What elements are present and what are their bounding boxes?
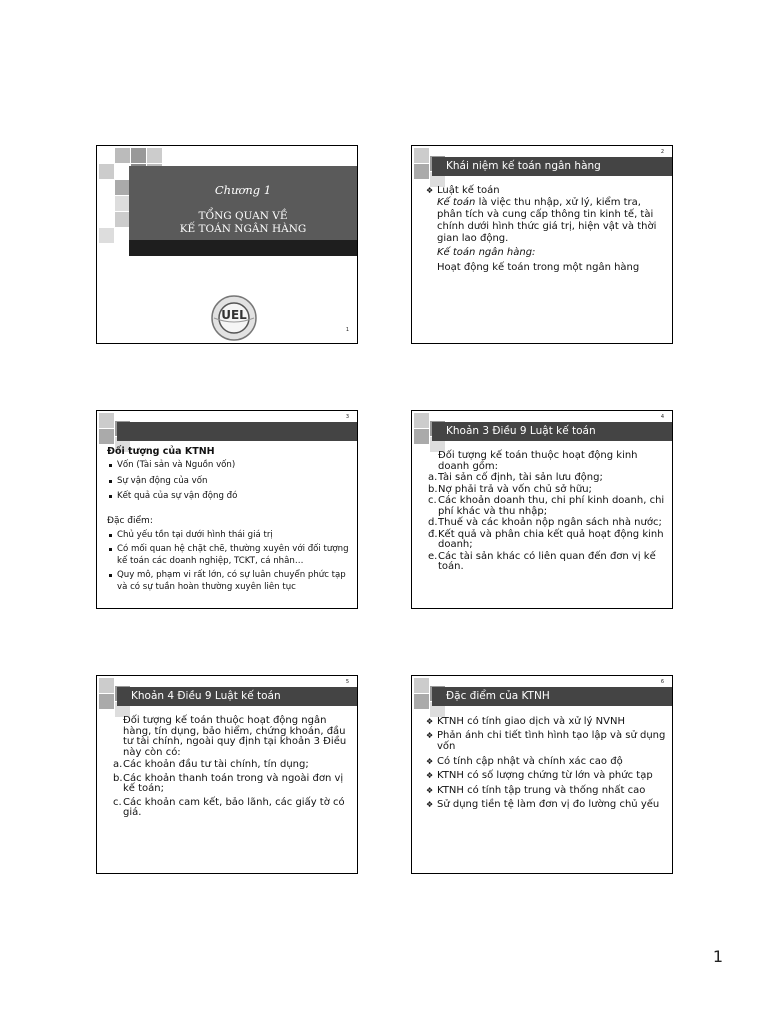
list-item: a. Tài sản cố định, tài sản lưu động;: [428, 472, 603, 483]
list-item: Vốn (Tài sản và Nguồn vốn): [107, 460, 353, 472]
bullet-item: ❖ Sử dụng tiền tệ làm đơn vị đo lường chủ yếu: [426, 799, 666, 811]
bullet-item: ❖ Có tính cập nhật và chính xác cao độ: [426, 756, 666, 768]
slide-4: [411, 410, 673, 609]
list-item: a. Các khoản đầu tư tài chính, tín dụng;: [113, 759, 309, 770]
slide-number: 4: [660, 414, 664, 420]
slide-number: 6: [660, 679, 664, 685]
slide-header: Khoản 3 Điều 9 Luật kế toán: [432, 422, 672, 441]
slide-6: [411, 675, 673, 874]
slide-number: 2: [660, 149, 664, 155]
sub-heading: Đặc điểm:: [107, 515, 153, 526]
slide-title-line-1: TỔNG QUAN VỀ: [198, 210, 288, 222]
slide-number: 5: [345, 679, 349, 685]
slide-5: [96, 675, 358, 874]
slide-title-line-2: KẾ TOÁN NGÂN HÀNG: [179, 223, 307, 235]
definition-paragraph: Kế toán là việc thu nhập, xử lý, kiểm tra, phân tích và cung cấp thông tin kinh tế, tài chính dưới hình thức giá trị, hiện vật và thời gian lao động.: [437, 197, 657, 244]
logo-text: UEL: [221, 308, 247, 322]
slide-header: Khái niệm kế toán ngân hàng: [432, 157, 672, 176]
title-shadow: [129, 240, 357, 256]
bullet-item: ❖ KTNH có tính tập trung và thống nhất cao: [426, 785, 666, 797]
bullet-item: ❖ Luật kế toán: [426, 185, 666, 197]
list-item: Chủ yếu tồn tại dưới hình thái giá trị: [107, 530, 353, 542]
subheading: Kế toán ngân hàng:: [437, 247, 536, 258]
slide-body: [107, 446, 353, 593]
list-item: b. Nợ phải trả và vốn chủ sở hữu;: [428, 483, 592, 495]
slide-2: [411, 145, 673, 344]
slide-number: 1: [345, 327, 349, 333]
slide-body: [428, 451, 668, 573]
page-number: 1: [712, 947, 723, 966]
definition-text: Hoạt động kế toán trong một ngân hàng: [437, 262, 640, 273]
bullet-item: ❖ KTNH có tính giao dịch và xử lý NVNH: [426, 716, 666, 728]
list-item: c. Các khoản doanh thu, chi phí kinh doanh, chi phí khác và thu nhập;: [428, 495, 665, 517]
slide-3: [96, 410, 358, 609]
slide-header-bar: [117, 422, 357, 441]
slide-header: Khoản 4 Điều 9 Luật kế toán: [117, 687, 357, 706]
list-item: e. Các tài sản khác có liên quan đến đơn vị kế toán.: [428, 550, 656, 572]
list-item: Sự vận động của vốn: [107, 476, 353, 488]
list-item: Kết quả của sự vận động đó: [107, 491, 353, 503]
section-heading: Đối tượng của KTNH: [107, 446, 215, 457]
bullet-item: ❖ KTNH có số lượng chứng từ lớn và phức tạp: [426, 770, 666, 782]
slide-header: Đặc điểm của KTNH: [432, 687, 672, 706]
list-item: đ. Kết quả và phân chia kết quả hoạt động kinh doanh;: [428, 528, 664, 550]
intro-text: Đối tượng kế toán thuộc hoạt động kinh doanh gồm:: [438, 450, 638, 472]
bullet-item: ❖ Phản ánh chi tiết tình hình tạo lập và sử dụng vốn: [426, 730, 666, 753]
slide-body: [426, 185, 666, 274]
list-item: Quy mô, phạm vi rất lớn, có sự luân chuyển phức tạp và có sự tuần hoàn thường xuyên liên tục: [107, 570, 353, 593]
intro-text: Đối tượng kế toán thuộc hoạt động ngân hàng, tín dụng, bảo hiểm, chứng khoán, đầu tư tài chính, ngoài quy định tại khoản 3 Điều này còn có:: [123, 715, 347, 758]
list-item: d. Thuế và các khoản nộp ngân sách nhà nước;: [428, 517, 662, 528]
list-item: Có mối quan hệ chặt chẽ, thường xuyên với đối tượng kế toán các doanh nghiệp, TCKT, cá nhân…: [107, 544, 353, 567]
slide-number: 3: [345, 414, 349, 420]
slide-1: [96, 145, 358, 344]
list-item: b. Các khoản thanh toán trong và ngoài đơn vị kế toán;: [113, 772, 344, 794]
slide-body: [426, 716, 666, 811]
chapter-label: Chương 1: [214, 183, 272, 197]
slide-body: [113, 716, 353, 819]
list-item: c. Các khoản cam kết, bảo lãnh, các giấy tờ có giá.: [113, 796, 345, 818]
